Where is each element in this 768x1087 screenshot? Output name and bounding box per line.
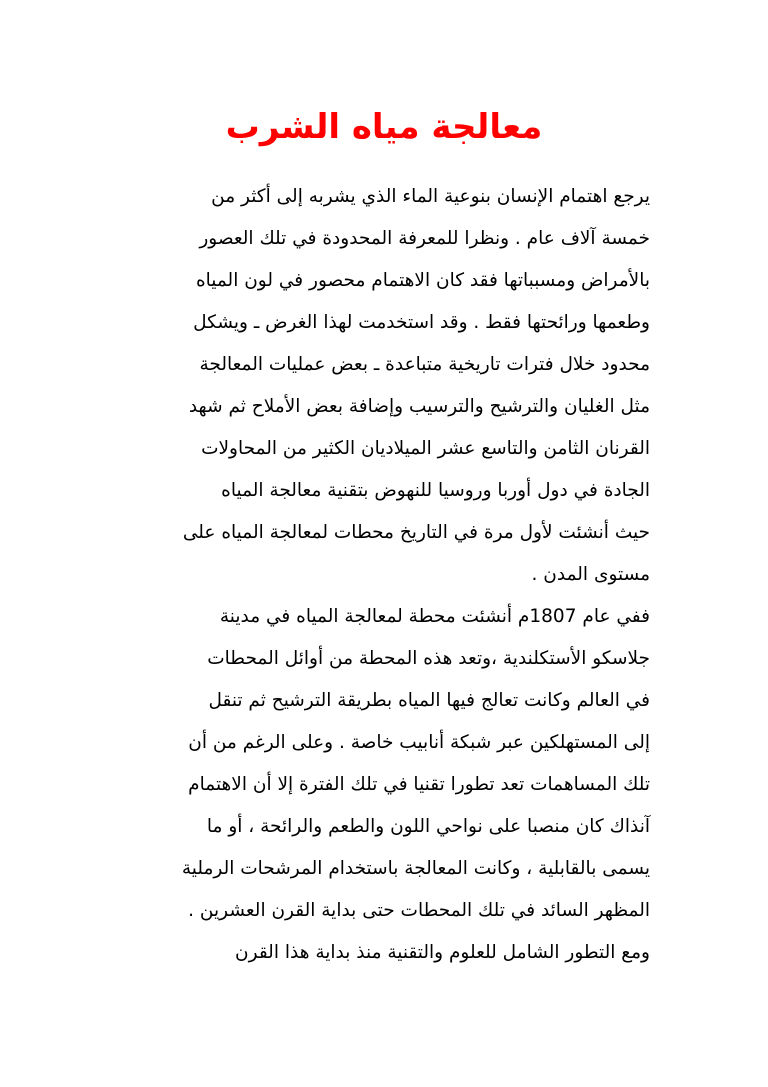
paragraph-line: يسمى بالقابلية ، وكانت المعالجة باستخدام المرشحات الرملية: [181, 858, 650, 879]
paragraph-1: [115, 176, 650, 596]
paragraph-line: ففي عام 1807م أنشئت محطة لمعالجة المياه في مدينة: [219, 606, 650, 627]
paragraph-line: إلى المستهلكين عبر شبكة أنابيب خاصة . وعلى الرغم من أن: [188, 732, 650, 753]
paragraph-line: خمسة آلاف عام . ونظرا للمعرفة المحدودة في تلك العصور: [199, 228, 650, 249]
paragraph-line: حيث أنشئت لأول مرة في التاريخ محطات لمعالجة المياه على: [182, 522, 650, 543]
paragraph-line: جلاسكو الأستكلندية ،وتعد هذه المحطة من أوائل المحطات: [207, 648, 650, 669]
paragraph-line: بالأمراض ومسبباتها فقد كان الاهتمام محصور في لون المياه: [195, 270, 650, 291]
paragraph-line: وطعمها ورائحتها فقط . وقد استخدمت لهذا الغرض ـ ويشكل: [193, 312, 650, 333]
paragraph-line: المظهر السائد في تلك المحطات حتى بداية القرن العشرين .: [188, 900, 650, 921]
paragraph-line: القرنان الثامن والتاسع عشر الميلاديان الكثير من المحاولات: [201, 438, 650, 459]
page-title: معالجة مياه الشرب: [225, 107, 543, 147]
paragraph-line: ومع التطور الشامل للعلوم والتقنية منذ بداية هذا القرن: [235, 942, 650, 963]
paragraph-line: في العالم وكانت تعالج فيها المياه بطريقة الترشيح ثم تنقل: [208, 690, 650, 711]
paragraph-line: يرجع اهتمام الإنسان بنوعية الماء الذي يشربه إلى أكثر من: [211, 186, 650, 207]
paragraph-line: الجادة في دول أوربا وروسيا للنهوض بتقنية معالجة المياه: [221, 480, 650, 501]
paragraph-line: تلك المساهمات تعد تطورا تقنيا في تلك الفترة إلا أن الاهتمام: [188, 774, 650, 795]
paragraph-2: [115, 596, 650, 974]
paragraph-line: محدود خلال فترات تاريخية متباعدة ـ بعض عمليات المعالجة: [199, 354, 650, 375]
paragraph-line: مستوى المدن .: [531, 564, 650, 585]
paragraph-line: آنذاك كان منصبا على نواحي اللون والطعم والرائحة ، أو ما: [206, 816, 650, 837]
paragraph-line: مثل الغليان والترشيح والترسيب وإضافة بعض الأملاح ثم شهد: [188, 396, 650, 417]
